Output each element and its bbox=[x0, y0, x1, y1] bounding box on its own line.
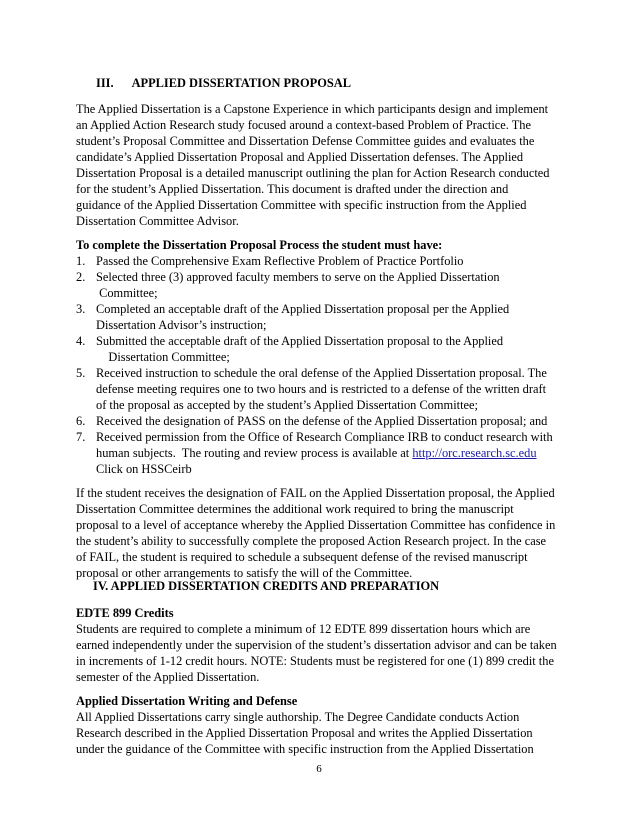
list-item bbox=[76, 301, 509, 317]
list-item-text: Passed the Comprehensive Exam Reflective Problem of Practice Portfolio bbox=[96, 254, 464, 268]
list-item-text: Submitted the acceptable draft of the Applied Dissertation proposal to the Applied bbox=[96, 334, 504, 348]
writing-para-line: under the guidance of the Committee with specific instruction from the Applied Dissertation bbox=[76, 742, 534, 756]
list-number: 5. bbox=[76, 366, 86, 380]
para1-line: guidance of the Applied Dissertation Committee with specific instruction from the Applied bbox=[76, 198, 527, 212]
credits-para-line: semester of the Applied Dissertation. bbox=[76, 670, 260, 684]
para2-line: the student’s ability to successfully complete the proposed Action Research project. In the case bbox=[76, 534, 547, 548]
list-item bbox=[76, 333, 503, 349]
para1-line: for the student’s Applied Dissertation. This document is drafted under the direction and bbox=[76, 182, 509, 196]
list-number: 4. bbox=[76, 334, 86, 348]
writing-para-line: All Applied Dissertations carry single authorship. The Degree Candidate conducts Action bbox=[76, 710, 520, 724]
section-3-title: APPLIED DISSERTATION PROPOSAL bbox=[131, 76, 351, 90]
list-item bbox=[76, 413, 547, 429]
para1-line: candidate’s Applied Dissertation Proposal and Applied Dissertation defenses. The Applied bbox=[76, 150, 524, 164]
para2-line: Dissertation Committee determines the additional work required to bring the manuscript bbox=[76, 502, 514, 516]
para1-line: The Applied Dissertation is a Capstone Experience in which participants design and implement bbox=[76, 102, 549, 116]
list-item-text: human subjects. The routing and review process is available at bbox=[96, 446, 413, 460]
para2-line: proposal to a level of acceptance whereby the Applied Dissertation Committee has confidence in bbox=[76, 518, 556, 532]
list-item bbox=[76, 365, 547, 381]
page-number: 6 bbox=[316, 763, 322, 775]
list-number: 2. bbox=[76, 270, 86, 284]
list-item-continuation: of the proposal as accepted by the student’s Applied Dissertation Committee; bbox=[96, 398, 478, 412]
list-item-continuation: Click on HSSCeirb bbox=[96, 462, 192, 476]
irb-link[interactable]: http://orc.research.sc.edu bbox=[412, 446, 537, 460]
list-item-continuation: Dissertation Committee; bbox=[96, 350, 230, 364]
list-item-continuation: Dissertation Advisor’s instruction; bbox=[96, 318, 267, 332]
para1-line: Dissertation Proposal is a detailed manuscript outlining the plan for Action Research conducted bbox=[76, 166, 550, 180]
credits-para-line: in increments of 1-12 credit hours. NOTE: Students must be registered for one (1) 899 credit the bbox=[76, 654, 554, 668]
requirements-heading: To complete the Dissertation Proposal Process the student must have: bbox=[76, 238, 443, 252]
para2-line: of FAIL, the student is required to schedule a subsequent defense of the revised manuscript bbox=[76, 550, 528, 564]
list-item-text: Received permission from the Office of Research Compliance IRB to conduct research with bbox=[96, 430, 553, 444]
list-item-continuation: defense meeting requires one to two hours and is restricted to a defense of the written draft bbox=[96, 382, 547, 396]
list-number: 3. bbox=[76, 302, 86, 316]
para2-line: proposal or other arrangements to satisfy the will of the Committee. bbox=[76, 566, 413, 580]
section-3-heading bbox=[96, 75, 351, 91]
credits-para-line: Students are required to complete a minimum of 12 EDTE 899 dissertation hours which are bbox=[76, 622, 531, 636]
credits-para-line: earned independently under the supervision of the student’s dissertation advisor and can be taken bbox=[76, 638, 557, 652]
para1-line: Dissertation Committee Advisor. bbox=[76, 214, 239, 228]
list-item-text: Received the designation of PASS on the defense of the Applied Dissertation proposal; and bbox=[96, 414, 548, 428]
list-item bbox=[76, 429, 553, 445]
list-item-continuation: Committee; bbox=[96, 286, 158, 300]
writing-defense-heading: Applied Dissertation Writing and Defense bbox=[76, 694, 298, 708]
writing-para-line: Research described in the Applied Dissertation Proposal and writes the Applied Dissertation bbox=[76, 726, 533, 740]
list-item-text: Completed an acceptable draft of the Applied Dissertation proposal per the Applied bbox=[96, 302, 510, 316]
section-4-heading: IV. APPLIED DISSERTATION CREDITS AND PREPARATION bbox=[93, 579, 440, 593]
para1-line: an Applied Action Research study focused around a context-based Problem of Practice. The bbox=[76, 118, 531, 132]
list-item-text: Selected three (3) approved faculty members to serve on the Applied Dissertation bbox=[96, 270, 500, 284]
list-item-text: Received instruction to schedule the oral defense of the Applied Dissertation proposal. The bbox=[96, 366, 547, 380]
para1-line: student’s Proposal Committee and Dissertation Defense Committee guides and evaluates the bbox=[76, 134, 535, 148]
list-item bbox=[76, 269, 500, 285]
edte-credits-heading: EDTE 899 Credits bbox=[76, 606, 174, 620]
para2-line: If the student receives the designation of FAIL on the Applied Dissertation proposal, the Applied bbox=[76, 486, 555, 500]
list-number: 7. bbox=[76, 430, 86, 444]
list-item bbox=[76, 253, 464, 269]
list-item-continuation bbox=[96, 445, 537, 461]
section-3-numeral: III. bbox=[96, 76, 114, 90]
list-number: 1. bbox=[76, 254, 86, 268]
list-number: 6. bbox=[76, 414, 86, 428]
